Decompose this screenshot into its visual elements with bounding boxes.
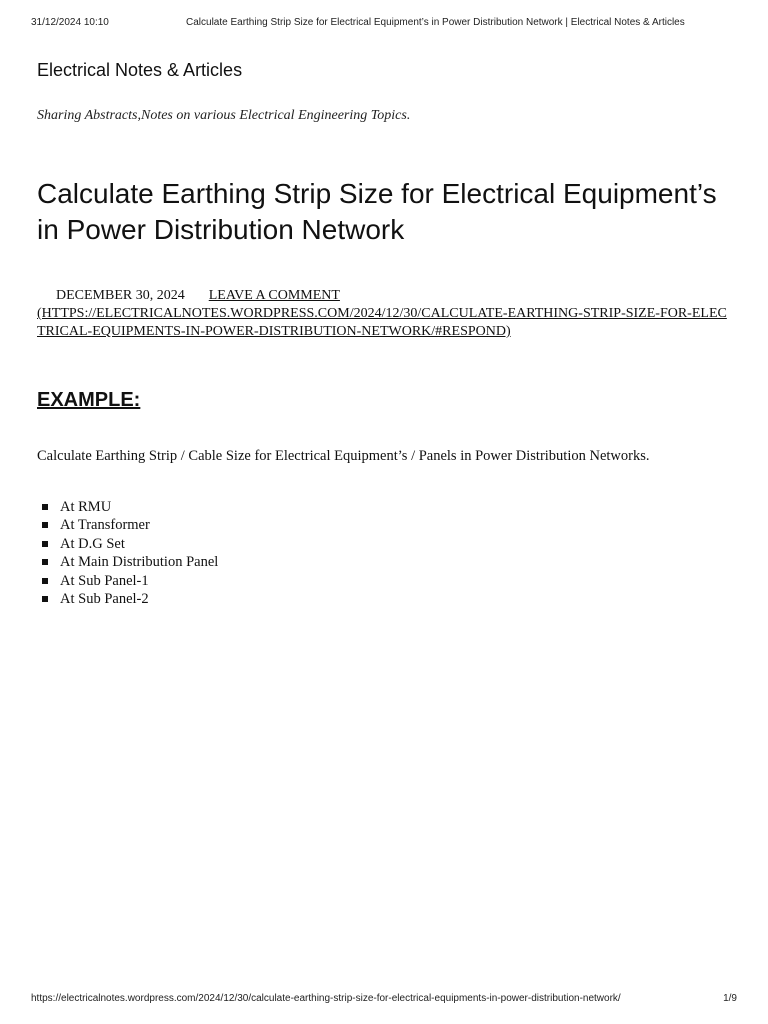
list-item-label: At Main Distribution Panel [60,554,219,571]
list-item [42,590,218,608]
square-bullet-icon [42,596,48,602]
list-item-label: At D.G Set [60,535,125,552]
leave-comment-label: LEAVE A COMMENT [208,288,340,303]
square-bullet-icon [42,578,48,584]
print-page-url: https://electricalnotes.wordpress.com/2024/12/30/calculate-earthing-strip-size-for-electrical-equipments-in-power-distribution-network/ [31,993,621,1004]
site-tagline: Sharing Abstracts,Notes on various Electrical Engineering Topics. [37,108,411,123]
print-footer [31,993,737,1007]
post-title: Calculate Earthing Strip Size for Electrical Equipment’s in Power Distribution Network [37,178,717,245]
list-item [42,553,218,571]
print-page-number: 1/9 [723,993,737,1004]
list-item-label: At Transformer [60,517,150,534]
list-item-label: At RMU [60,499,112,515]
square-bullet-icon [42,541,48,547]
list-item-label: At Sub Panel-2 [60,591,149,608]
locations-list [42,498,218,608]
example-heading: EXAMPLE: [37,389,141,411]
print-document-title: Calculate Earthing Strip Size for Electrical Equipment’s in Power Distribution Network | Electrical Notes & Articles [186,17,685,28]
square-bullet-icon [42,504,48,510]
square-bullet-icon [42,559,48,565]
leave-comment-url: (HTTPS://ELECTRICALNOTES.WORDPRESS.COM/2024/12/30/CALCULATE-EARTHING-STRIP-SIZE-FOR-ELECTRICAL-EQUIPMENTS-IN-POWER-DISTRIBUTION-NETWORK/#RESPOND) [37,306,727,339]
site-title[interactable]: Electrical Notes & Articles [37,60,243,80]
list-item-label: At Sub Panel-1 [60,572,149,589]
list-item [42,498,218,516]
list-item [42,572,218,590]
post-meta [37,287,727,341]
intro-paragraph: Calculate Earthing Strip / Cable Size for Electrical Equipment’s / Panels in Power Distribution Networks. [37,448,650,464]
post-date: DECEMBER 30, 2024 [56,288,185,303]
print-header [31,17,728,31]
square-bullet-icon [42,522,48,528]
print-timestamp: 31/12/2024 10:10 [31,17,109,28]
list-item [42,535,218,553]
list-item [42,516,218,534]
